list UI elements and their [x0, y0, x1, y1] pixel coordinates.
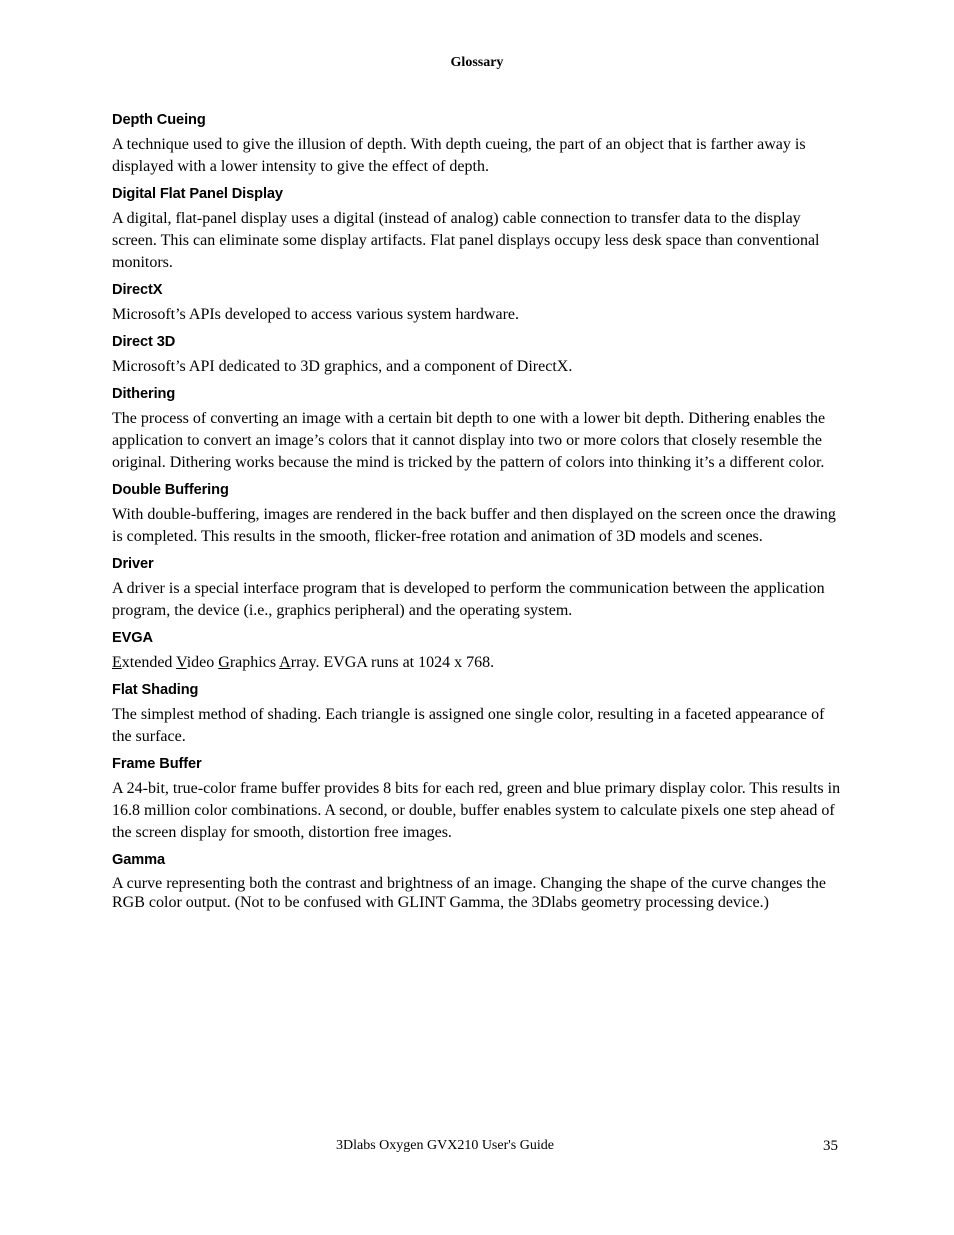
glossary-term: EVGA [112, 630, 153, 646]
definition-text: rray. EVGA runs at 1024 x 768. [290, 654, 495, 671]
glossary-definition: Microsoft’s API dedicated to 3D graphics, and a component of DirectX. [112, 358, 573, 375]
glossary-definition: Microsoft’s APIs developed to access various system hardware. [112, 306, 520, 323]
glossary-entry [112, 280, 844, 326]
glossary-entry [112, 554, 844, 622]
glossary-term: Direct 3D [112, 334, 176, 350]
glossary-definition: With double-buffering, images are rendered in the back buffer and then displayed on the screen once the drawing is completed. This results in the smooth, flicker-free rotation and animation of 3D models and scenes. [112, 506, 836, 545]
acronym-letter: G [218, 654, 230, 671]
glossary-definition [112, 652, 844, 674]
glossary-definition: A technique used to give the illusion of depth. With depth cueing, the part of an object that is farther away is displayed with a lower intensity to give the effect of depth. [112, 136, 806, 175]
glossary-entry [112, 628, 844, 674]
glossary-definition: The process of converting an image with a certain bit depth to one with a lower bit depth. Dithering enables the application to convert an image’s colors that it cannot display into two or more colors that closely resemble the original. Dithering works because the mind is tricked by the pattern of colors into thinking it’s a different color. [112, 410, 826, 471]
page-number: 35 [823, 1138, 838, 1154]
glossary-entry [112, 384, 844, 474]
footer-document-title: 3Dlabs Oxygen GVX210 User's Guide [336, 1138, 554, 1153]
glossary-definition: The simplest method of shading. Each triangle is assigned one single color, resulting in a faceted appearance of the surface. [112, 706, 825, 745]
glossary-entry [112, 680, 844, 748]
definition-text: xtended [121, 654, 177, 671]
glossary-entry [112, 110, 844, 178]
glossary-term: Driver [112, 556, 154, 572]
glossary-term: Flat Shading [112, 682, 199, 698]
glossary-list [112, 110, 844, 918]
acronym-letter: V [176, 654, 187, 671]
glossary-term: Depth Cueing [112, 112, 206, 128]
glossary-term: Frame Buffer [112, 756, 202, 772]
glossary-term: DirectX [112, 282, 163, 298]
glossary-entry [112, 480, 844, 548]
definition-text: ideo [186, 654, 219, 671]
glossary-term: Digital Flat Panel Display [112, 186, 283, 202]
glossary-definition: A curve representing both the contrast and brightness of an image. Changing the shape of the curve changes the RGB color output. (Not to be confused with GLINT Gamma, the 3Dlabs geometry processing device.) [112, 875, 826, 911]
glossary-term: Gamma [112, 852, 166, 868]
glossary-entry [112, 850, 844, 912]
glossary-definition: A driver is a special interface program that is developed to perform the communication between the application program, the device (i.e., graphics peripheral) and the operating system. [112, 580, 825, 619]
glossary-entry [112, 332, 844, 378]
glossary-definition: A 24-bit, true-color frame buffer provides 8 bits for each red, green and blue primary display color. This results in 16.8 million color combinations. A second, or double, buffer enables system to calculate pixels one step ahead of the screen display for smooth, distortion free images. [112, 780, 841, 841]
acronym-letter: E [112, 654, 122, 671]
glossary-entry [112, 184, 844, 274]
definition-text: raphics [229, 654, 280, 671]
running-header: Glossary [450, 55, 504, 70]
glossary-entry [112, 754, 844, 844]
glossary-term: Dithering [112, 386, 176, 402]
acronym-letter: A [279, 654, 291, 671]
glossary-term: Double Buffering [112, 482, 229, 498]
glossary-definition: A digital, flat-panel display uses a digital (instead of analog) cable connection to transfer data to the display screen. This can eliminate some display artifacts. Flat panel displays occupy less desk space than conventional monitors. [112, 210, 820, 271]
